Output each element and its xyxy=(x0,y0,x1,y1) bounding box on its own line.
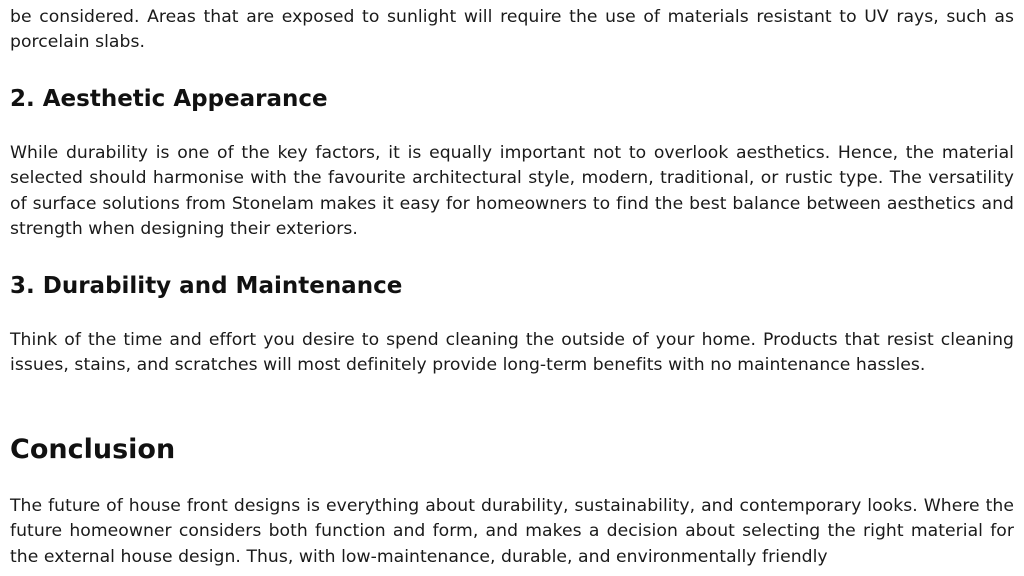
section-heading-durability-maintenance: 3. Durability and Maintenance xyxy=(10,273,403,299)
conclusion-paragraph: The future of house front designs is everything about durability, sustainability, and contemporary looks. Where the future homeowner considers both function and form, and makes a decision about selecting the right material for the external house design. Thus, with low-maintenance, durable, and environmentally friendly xyxy=(10,496,1014,567)
section-paragraph-durability-maintenance: Think of the time and effort you desire to spend cleaning the outside of your home. Products that resist cleaning issues, stains, and scratches will most definitely provide long-term benefits with no maintenance hassles. xyxy=(10,330,1014,376)
conclusion-heading: Conclusion xyxy=(10,434,176,465)
section-heading-aesthetic-appearance: 2. Aesthetic Appearance xyxy=(10,86,328,112)
intro-paragraph: be considered. Areas that are exposed to sunlight will require the use of materials resistant to UV rays, such as porcelain slabs. xyxy=(10,7,1014,53)
section-paragraph-aesthetic-appearance: While durability is one of the key factors, it is equally important not to overlook aesthetics. Hence, the material selected should harmonise with the favourite architectural style, modern, traditional, or rustic type. The versatility of surface solutions from Stonelam makes it easy for homeowners to find the best balance between aesthetics and strength when designing their exteriors. xyxy=(10,143,1014,240)
